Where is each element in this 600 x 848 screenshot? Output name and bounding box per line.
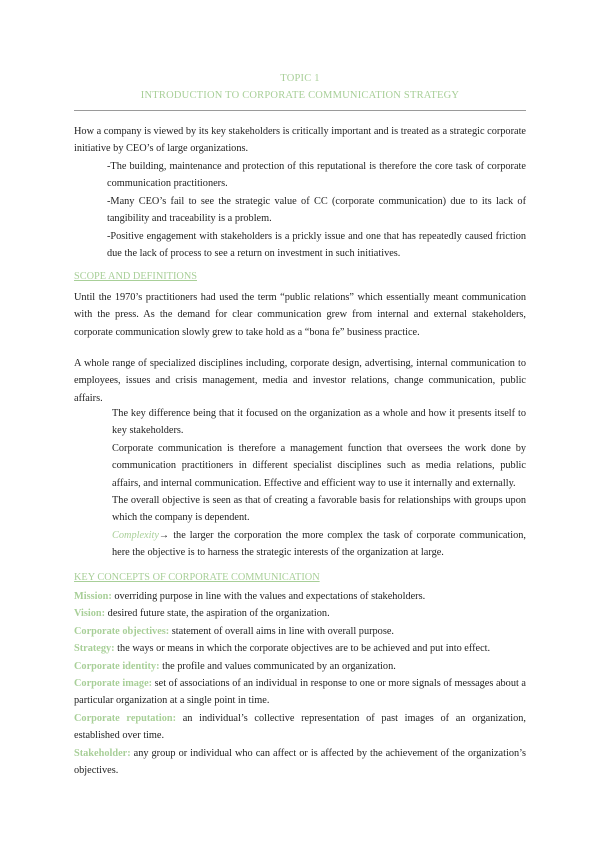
intro-paragraph <box>74 123 526 158</box>
concept-definition: the ways or means in which the corporate objectives are to be achieved and put into effect. <box>114 643 491 655</box>
concept-definition: statement of overall aims in line with overall purpose. <box>169 625 394 637</box>
complexity-point <box>112 527 526 562</box>
intro-bullet: -Many CEO’s fail to see the strategic value of CC (corporate communication) due to its lack of tangibility and traceability is a problem. <box>107 195 526 225</box>
concept-term: Corporate identity: <box>74 660 160 672</box>
scope-paragraph-1 <box>74 289 526 341</box>
concept-definition: the profile and values communicated by an organization. <box>159 660 396 672</box>
concept-item <box>74 623 526 640</box>
concept-definition: an individual’s collective representation of past images of an organization, established over time. <box>74 712 526 742</box>
concepts-list <box>74 588 526 779</box>
scope-point: The key difference being that it focused on the organization as a whole and how it presents itself to key stakeholders. <box>112 408 526 437</box>
concept-item <box>74 588 526 605</box>
intro-bullet: -Positive engagement with stakeholders is a prickly issue and one that has repeatedly caused friction due the lack of process to see a return on investment in such initiatives. <box>107 230 526 260</box>
concept-definition: desired future state, the aspiration of the organization. <box>105 608 330 620</box>
scope-point: Corporate communication is therefore a management function that oversees the work done by communication practitioners in different specialist disciplines such as media relations, public affairs, and internal communication. Effective and efficient way to use it internally and externally. <box>112 442 526 489</box>
scope-heading: SCOPE AND DEFINITIONS <box>74 271 197 282</box>
concept-item <box>74 658 526 675</box>
intro-text: How a company is viewed by its key stakeholders is critically important and is treated as a strategic corporate initiative by CEO’s of large organizations. <box>74 126 526 155</box>
concept-term: Corporate objectives: <box>74 625 170 637</box>
concept-term: Vision: <box>74 608 106 620</box>
concepts-heading: KEY CONCEPTS OF CORPORATE COMMUNICATION <box>74 572 320 583</box>
concept-definition: set of associations of an individual in response to one or more signals of messages about a particular organization at a single point in time. <box>74 678 526 707</box>
topic-label: TOPIC 1 <box>280 73 320 84</box>
intro-bullet: -The building, maintenance and protection of this reputational is therefore the core task of corporate communication practitioners. <box>107 161 526 190</box>
concept-term: Strategy: <box>74 643 115 655</box>
scope-paragraph-2 <box>74 355 526 407</box>
scope-text-1: Until the 1970’s practitioners had used the term “public relations” which essentially meant communication with the press. As the demand for clear communication grew from internal and external stakeholders, corporate communication slowly grew to take hold as a “bona fe” business practice. <box>74 292 526 338</box>
scope-points <box>112 405 526 562</box>
concept-term: Mission: <box>74 591 112 602</box>
concept-term: Corporate reputation: <box>74 712 177 724</box>
concept-item <box>74 640 526 657</box>
concept-item <box>74 745 526 780</box>
intro-bullets <box>107 158 526 262</box>
document-title: INTRODUCTION TO CORPORATE COMMUNICATION STRATEGY <box>140 90 460 101</box>
concept-term: Stakeholder: <box>74 747 131 759</box>
concept-definition: any group or individual who can affect or is affected by the achievement of the organization’s objectives. <box>74 747 526 777</box>
concept-definition: overriding purpose in line with the values and expectations of stakeholders. <box>111 591 426 602</box>
title-divider <box>74 110 526 111</box>
scope-point: The overall objective is seen as that of creating a favorable basis for relationships with groups upon which the company is dependent. <box>112 495 526 524</box>
complexity-text: → the larger the corporation the more complex the task of corporate communication, here the objective is to harness the strategic interests of the organization at large. <box>112 529 526 559</box>
scope-text-2: A whole range of specialized disciplines including, corporate design, advertising, internal communication to employees, issues and crisis management, media and investor relations, change communication, public affairs. <box>74 358 526 404</box>
concept-item <box>74 710 526 745</box>
complexity-label: Complexity <box>112 529 159 541</box>
concept-term: Corporate image: <box>74 678 153 690</box>
concept-item <box>74 605 526 622</box>
concept-item <box>74 675 526 710</box>
